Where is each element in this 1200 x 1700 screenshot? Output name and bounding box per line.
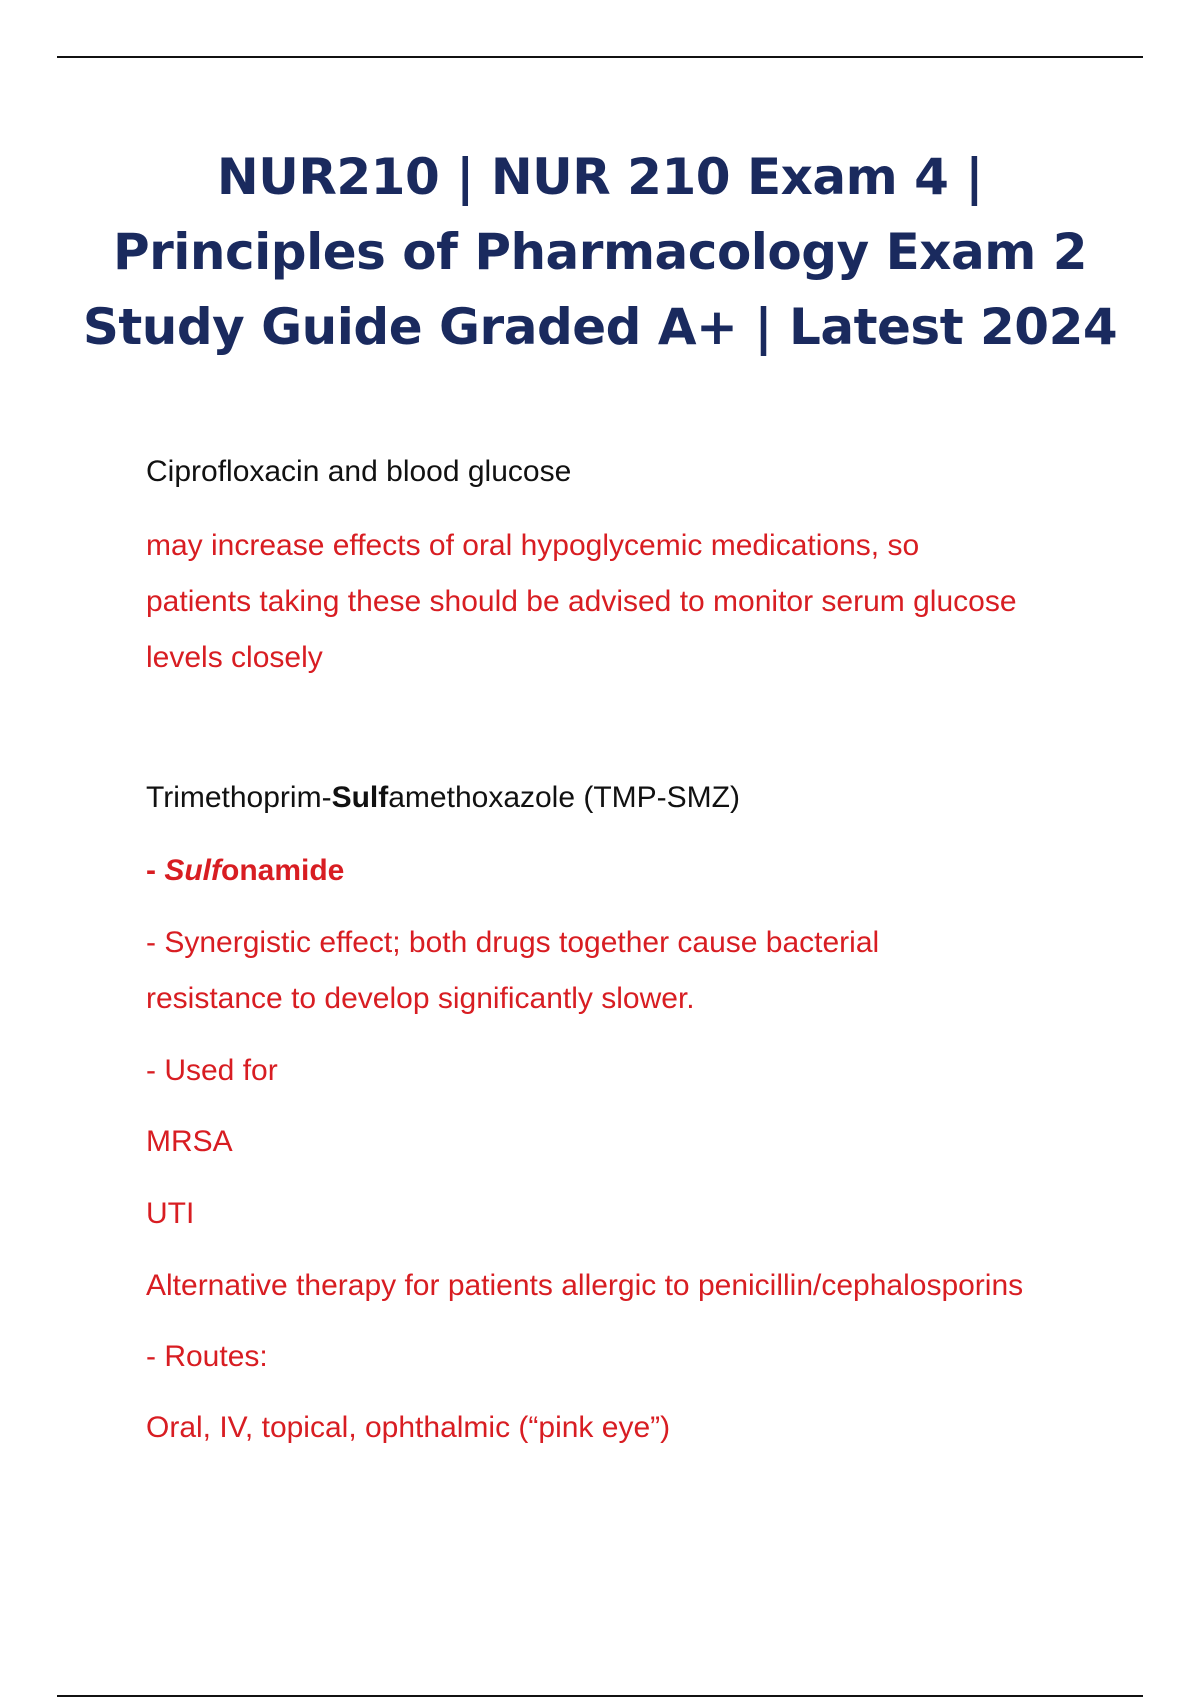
effect-line: resistance to develop significantly slower.: [146, 982, 695, 1015]
term-prefix: Trimethoprim-: [146, 781, 332, 814]
effect-description: [146, 915, 879, 1027]
used-for-label: - Used for: [146, 1054, 278, 1087]
routes-value: Oral, IV, topical, ophthalmic (“pink eye”): [146, 1411, 671, 1444]
routes-label: - Routes:: [146, 1340, 268, 1373]
definition-line: may increase effects of oral hypoglycemic medications, so: [146, 529, 920, 562]
use-item: Alternative therapy for patients allergic to penicillin/cephalosporins: [146, 1269, 1024, 1302]
term-tmp-smz: [146, 781, 740, 815]
term-ciprofloxacin: Ciprofloxacin and blood glucose: [146, 455, 572, 488]
header-rule: [57, 56, 1143, 58]
term-suffix: amethoxazole (TMP-SMZ): [388, 781, 740, 814]
document-title: [0, 140, 1200, 365]
title-line: NUR210 | NUR 210 Exam 4 |: [216, 148, 984, 206]
class-bold: onamide: [221, 854, 345, 887]
use-item: MRSA: [146, 1125, 233, 1158]
drug-class: [146, 854, 344, 888]
class-dash: -: [146, 854, 165, 887]
class-bold-italic: Sulf: [164, 854, 221, 887]
title-line: Study Guide Graded A+ | Latest 2024: [82, 298, 1118, 356]
title-line: Principles of Pharmacology Exam 2: [112, 223, 1088, 281]
effect-line: - Synergistic effect; both drugs together cause bacterial: [146, 926, 880, 959]
definition-ciprofloxacin: [146, 518, 1017, 686]
term-bold: Sulf: [331, 781, 389, 814]
definition-line: levels closely: [146, 641, 323, 674]
use-item: UTI: [146, 1197, 195, 1230]
footer-rule: [57, 1695, 1143, 1697]
definition-line: patients taking these should be advised to monitor serum glucose: [146, 585, 1017, 618]
